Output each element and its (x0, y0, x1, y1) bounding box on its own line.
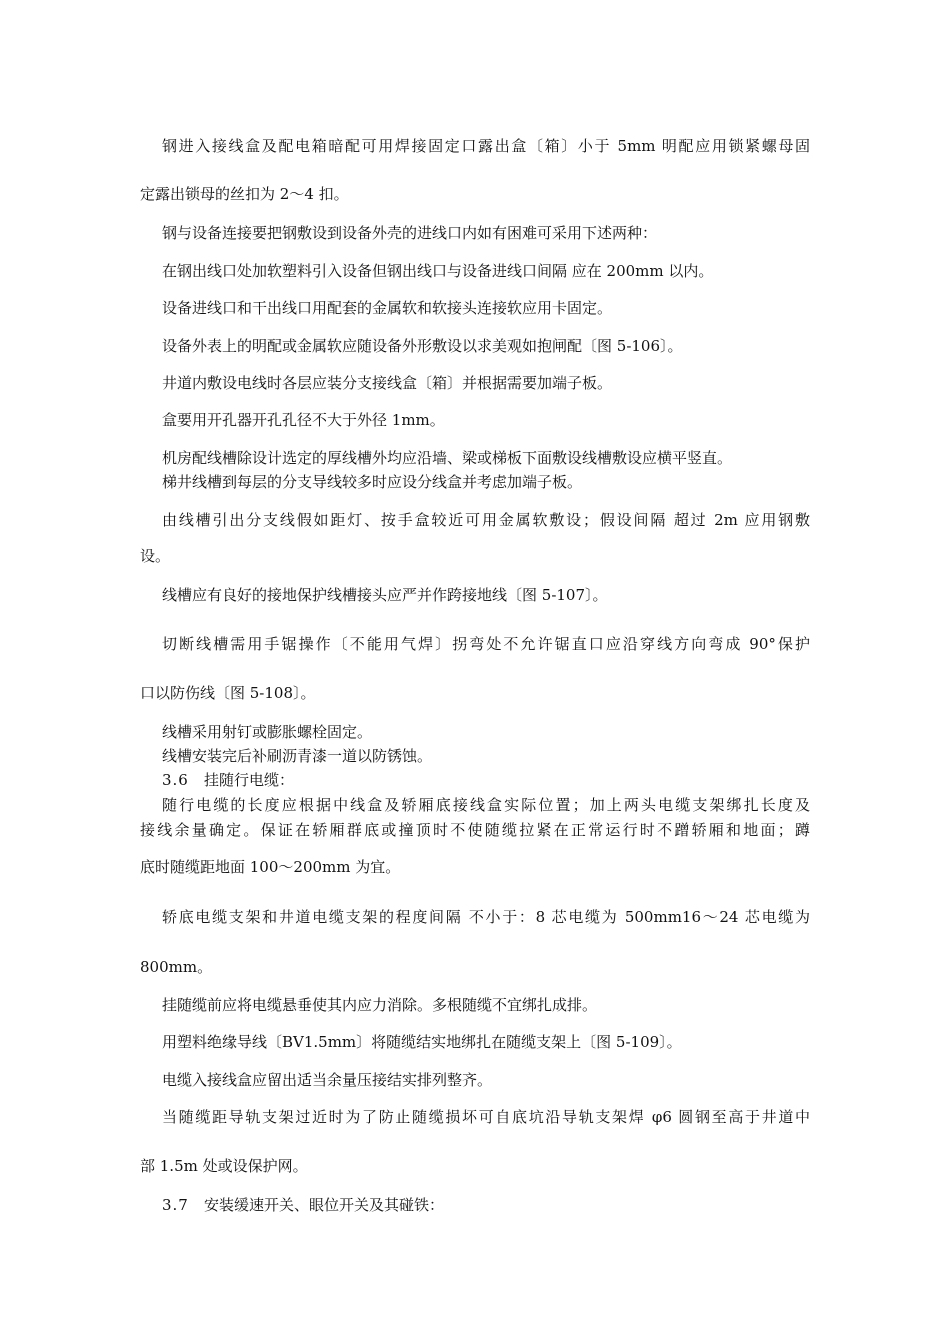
paragraph-line: 钢进入接线盒及配电箱暗配可用焊接固定口露出盒〔箱〕小于 5mm 明配应用锁紧螺母固 (162, 137, 810, 155)
section-number: 3.7 (162, 1196, 189, 1214)
paragraph-line: 口以防伤线〔图 5-108〕。 (140, 684, 316, 702)
paragraph-line: 底时随缆距地面 100～200mm 为宜。 (140, 858, 401, 876)
section-number: 3.6 (162, 771, 189, 789)
paragraph-line: 井道内敷设电线时各层应装分支接线盒〔箱〕并根据需要加端子板。 (162, 374, 613, 392)
section-title: 安装缓速开关、眼位开关及其碰铁： (204, 1196, 445, 1214)
paragraph-line: 轿底电缆支架和井道电缆支架的程度间隔 不小于：8 芯电缆为 500mm16～24 芯电缆为 (162, 908, 810, 926)
paragraph-line: 切断线槽需用手锯操作〔不能用气焊〕拐弯处不允许锯直口应沿穿线方向弯成 90°保护 (162, 635, 810, 653)
paragraph-line: 电缆入接线盒应留出适当余量压接结实排列整齐。 (162, 1071, 493, 1089)
paragraph-line: 800mm。 (140, 958, 213, 976)
section-title: 挂随行电缆： (204, 771, 295, 789)
paragraph-line: 盒要用开孔器开孔孔径不大于外径 1mm。 (162, 411, 445, 429)
section-heading (162, 1195, 444, 1215)
paragraph-line: 梯井线槽到每层的分支导线较多时应设分线盒并考虑加端子板。 (162, 473, 583, 491)
paragraph-line: 钢与设备连接要把钢敷设到设备外壳的进线口内如有困难可采用下述两种： (162, 224, 658, 242)
paragraph-line: 线槽应有良好的接地保护线槽接头应严并作跨接地线〔图 5-107〕。 (162, 586, 608, 604)
paragraph-line: 设备外表上的明配或金属软应随设备外形敷设以求美观如抱闸配〔图 5-106〕。 (162, 337, 683, 355)
paragraph-line: 随行电缆的长度应根据中线盒及轿厢底接线盒实际位置；加上两头电缆支架绑扎长度及 (162, 796, 810, 814)
paragraph-line: 由线槽引出分支线假如距灯、按手盒较近可用金属软敷设；假设间隔 超过 2m 应用钢敷 (162, 511, 810, 529)
paragraph-line: 当随缆距导轨支架过近时为了防止随缆损坏可自底坑沿导轨支架焊 φ6 圆钢至高于井道中 (162, 1108, 810, 1126)
paragraph-line: 在钢出线口处加软塑料引入设备但钢出线口与设备进线口间隔 应在 200mm 以内。 (162, 262, 714, 280)
paragraph-line: 部 1.5m 处或设保护网。 (140, 1157, 308, 1175)
paragraph-line: 机房配线槽除设计选定的厚线槽外均应沿墙、梁或梯板下面敷设线槽敷设应横平竖直。 (162, 449, 733, 467)
section-heading (162, 770, 294, 790)
paragraph-line: 设。 (140, 547, 171, 565)
paragraph-line: 定露出锁母的丝扣为 2～4 扣。 (140, 185, 349, 203)
paragraph-line: 挂随缆前应将电缆悬垂使其内应力消除。多根随缆不宜绑扎成排。 (162, 996, 598, 1014)
paragraph-line: 用塑料绝缘导线〔BV1.5mm〕将随缆结实地绑扎在随缆支架上〔图 5-109〕。 (162, 1033, 682, 1051)
paragraph-line: 接线余量确定。保证在轿厢群底或撞顶时不使随缆拉紧在正常运行时不蹭轿厢和地面；蹲 (140, 821, 810, 839)
paragraph-line: 设备进线口和干出线口用配套的金属软和软接头连接软应用卡固定。 (162, 299, 613, 317)
paragraph-line: 线槽安装完后补刷沥青漆一道以防锈蚀。 (162, 747, 433, 765)
paragraph-line: 线槽采用射钉或膨胀螺栓固定。 (162, 723, 373, 741)
